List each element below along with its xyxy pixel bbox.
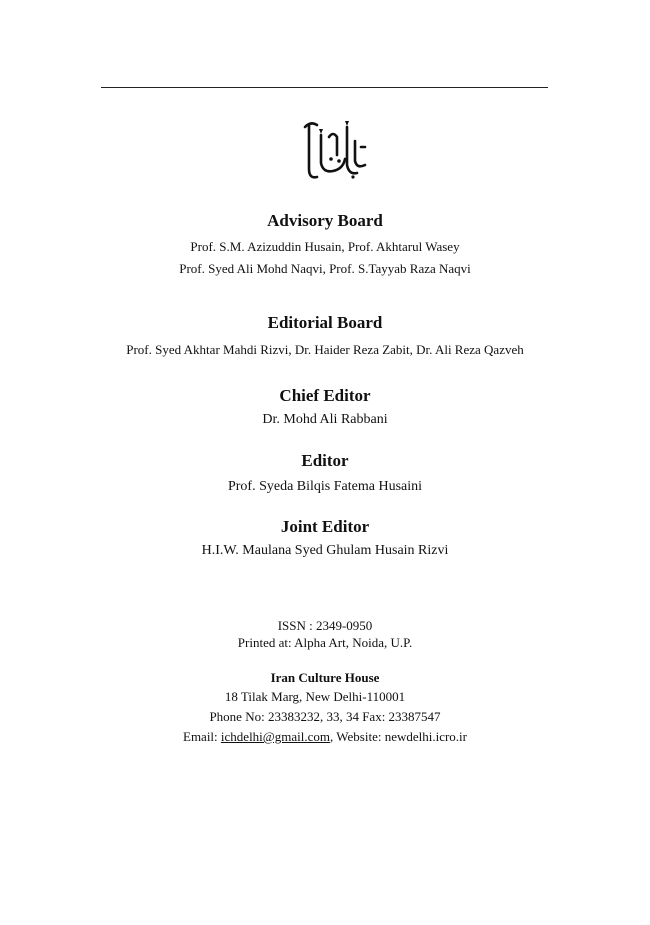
email-label: Email: xyxy=(183,729,221,744)
editor-title: Editor xyxy=(301,451,349,470)
joint-editor-name: H.I.W. Maulana Syed Ghulam Husain Rizvi xyxy=(201,543,449,558)
top-rule xyxy=(101,87,548,88)
joint-editor-title: Joint Editor xyxy=(280,517,370,536)
address-text: 18 Tilak Marg, New Delhi-110001 xyxy=(224,689,406,704)
issn-text: ISSN : 2349-0950 xyxy=(277,618,373,633)
editor-name: Prof. Syeda Bilqis Fatema Husaini xyxy=(227,479,423,494)
website-text: , Website: newdelhi.icro.ir xyxy=(330,729,467,744)
phone-fax-text: Phone No: 23383232, 33, 34 Fax: 23387547 xyxy=(209,709,441,724)
advisory-board-title: Advisory Board xyxy=(267,211,383,230)
editorial-board-line-1: Prof. Syed Akhtar Mahdi Rizvi, Dr. Haider Reza Zabit, Dr. Ali Reza Qazveh xyxy=(126,342,524,357)
calligraphy-logo-icon xyxy=(295,117,375,187)
chief-editor-name: Dr. Mohd Ali Rabbani xyxy=(262,412,388,427)
email-link[interactable]: ichdelhi@gmail.com xyxy=(220,729,331,744)
email-website-line xyxy=(0,729,650,745)
advisory-board-line-2: Prof. Syed Ali Mohd Naqvi, Prof. S.Tayyab Raza Naqvi xyxy=(179,261,471,276)
printed-at-text: Printed at: Alpha Art, Noida, U.P. xyxy=(237,635,413,650)
chief-editor-title: Chief Editor xyxy=(279,386,371,405)
editorial-board-title: Editorial Board xyxy=(267,313,383,332)
advisory-board-line-1: Prof. S.M. Azizuddin Husain, Prof. Akhtarul Wasey xyxy=(190,239,460,254)
org-name: Iran Culture House xyxy=(270,670,380,685)
